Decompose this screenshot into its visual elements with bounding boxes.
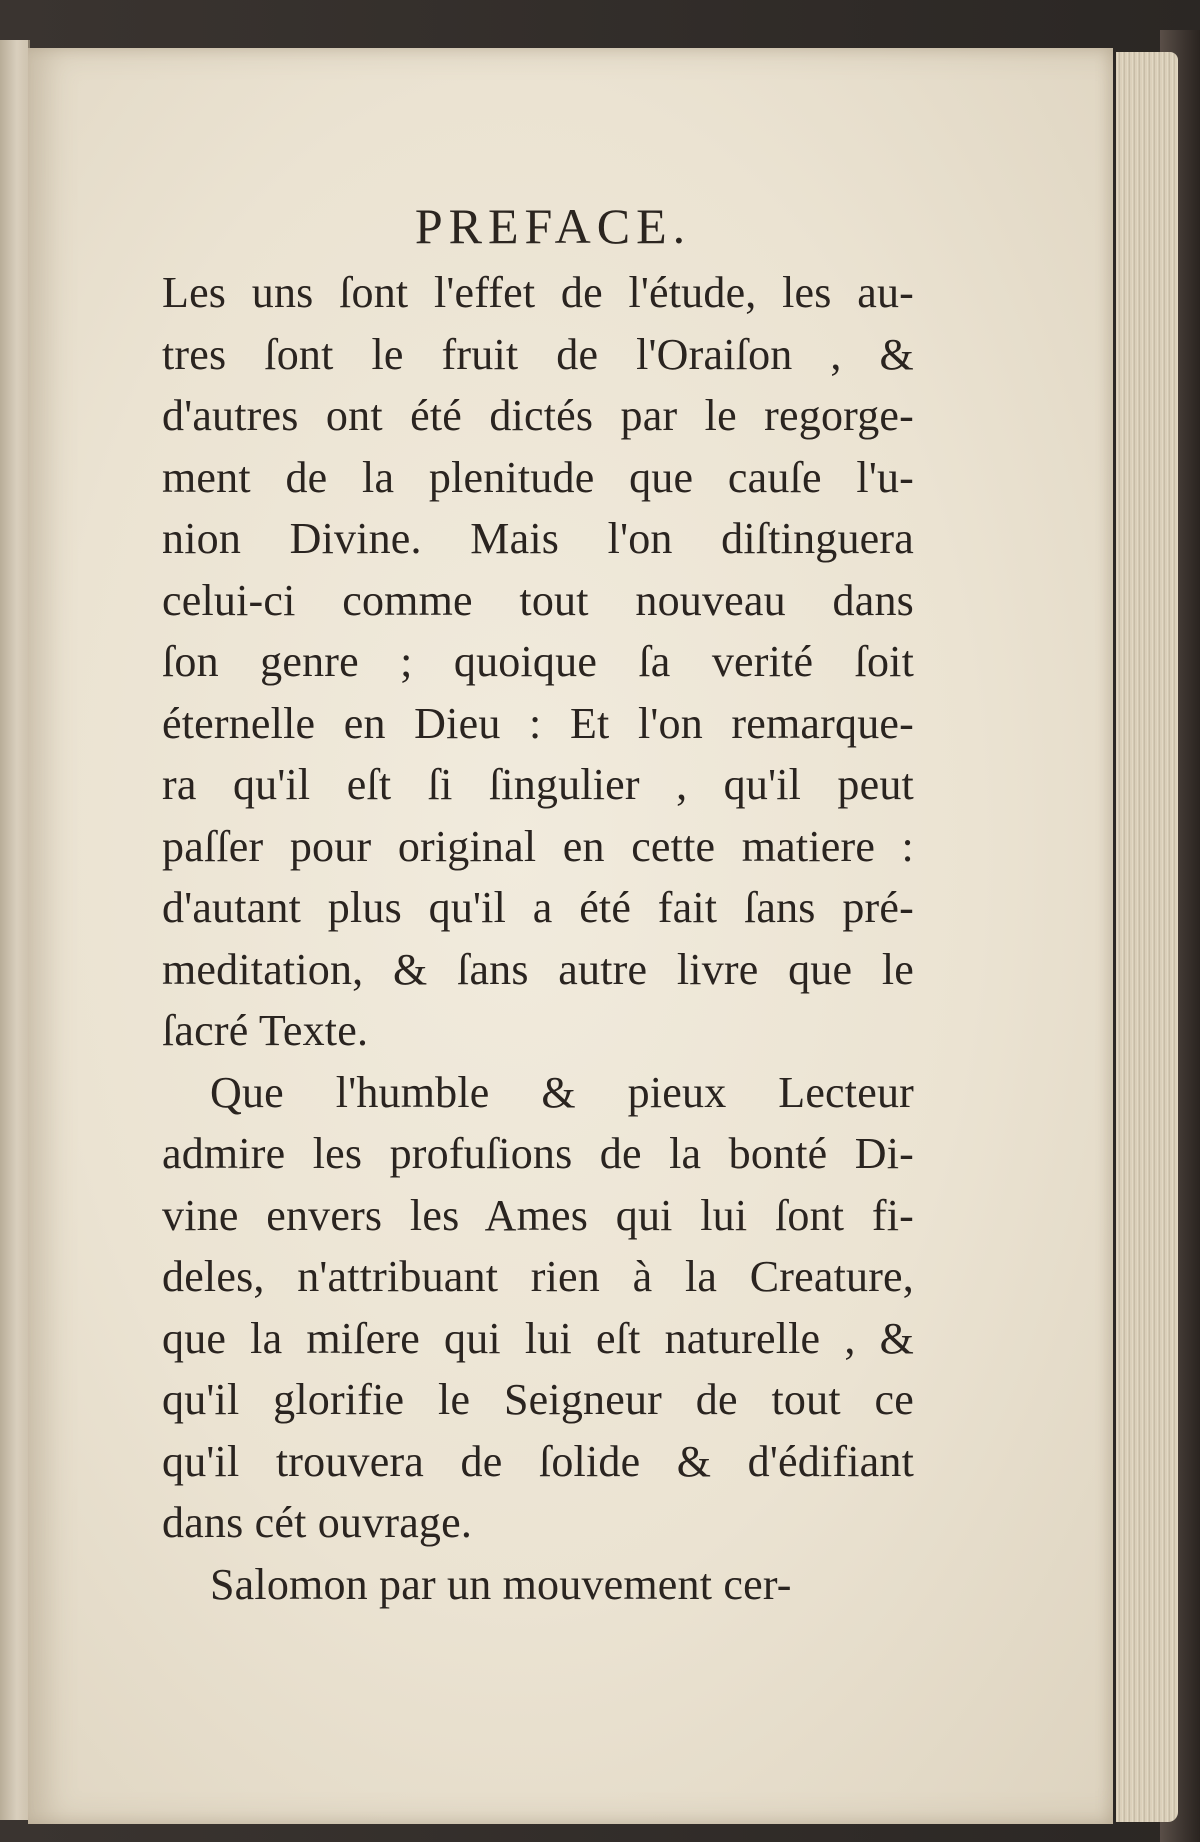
text-line: admire les profuſions de la bonté Di- [162, 1129, 914, 1178]
text-line: dans cét ouvrage. [162, 1498, 473, 1547]
book-page [28, 48, 1113, 1824]
text-line: d'autant plus qu'il a été fait ſans pré- [162, 883, 914, 932]
text-line: qu'il glorifie le Seigneur de tout ce [162, 1375, 914, 1424]
text-line: Les uns ſont l'effet de l'étude, les au- [162, 268, 914, 317]
paragraph [162, 1554, 914, 1616]
text-line: Que l'humble & pieux Lecteur [210, 1067, 914, 1117]
text-line: deles, n'attribuant rien à la Creature, [162, 1252, 914, 1301]
page-stack-edge [1116, 52, 1178, 1822]
text-line: meditation, & ſans autre livre que le [162, 944, 914, 994]
text-line: que la miſere qui lui eſt naturelle , & [162, 1313, 914, 1363]
text-line: paſſer pour original en cette matiere : [162, 821, 914, 871]
text-line: nion Divine. Mais l'on diſtinguera [162, 514, 914, 563]
text-line: ra qu'il eſt ſi ſingulier , qu'il peut [162, 760, 914, 809]
text-line: ſacré Texte. [162, 1006, 369, 1055]
paragraph [162, 1062, 914, 1554]
text-line: éternelle en Dieu : Et l'on remarque- [162, 698, 914, 748]
text-line: qu'il trouvera de ſolide & d'édifiant [162, 1436, 914, 1486]
body-text [162, 262, 914, 1615]
paragraph [162, 262, 914, 1062]
facing-page-edge [0, 40, 30, 1820]
text-line: celui-ci comme tout nouveau dans [162, 575, 914, 625]
text-line: d'autres ont été dictés par le regorge- [162, 391, 914, 440]
text-line: Salomon par un mouvement cer- [210, 1559, 792, 1609]
text-line: ment de la plenitude que cauſe l'u- [162, 452, 914, 502]
running-head: PREFACE. [414, 198, 692, 254]
text-line: vine envers les Ames qui lui ſont fi- [162, 1190, 914, 1240]
text-line: ſon genre ; quoique ſa verité ſoit [162, 637, 914, 686]
text-block [162, 144, 914, 1615]
text-line: tres ſont le fruit de l'Oraiſon , & [162, 329, 914, 379]
